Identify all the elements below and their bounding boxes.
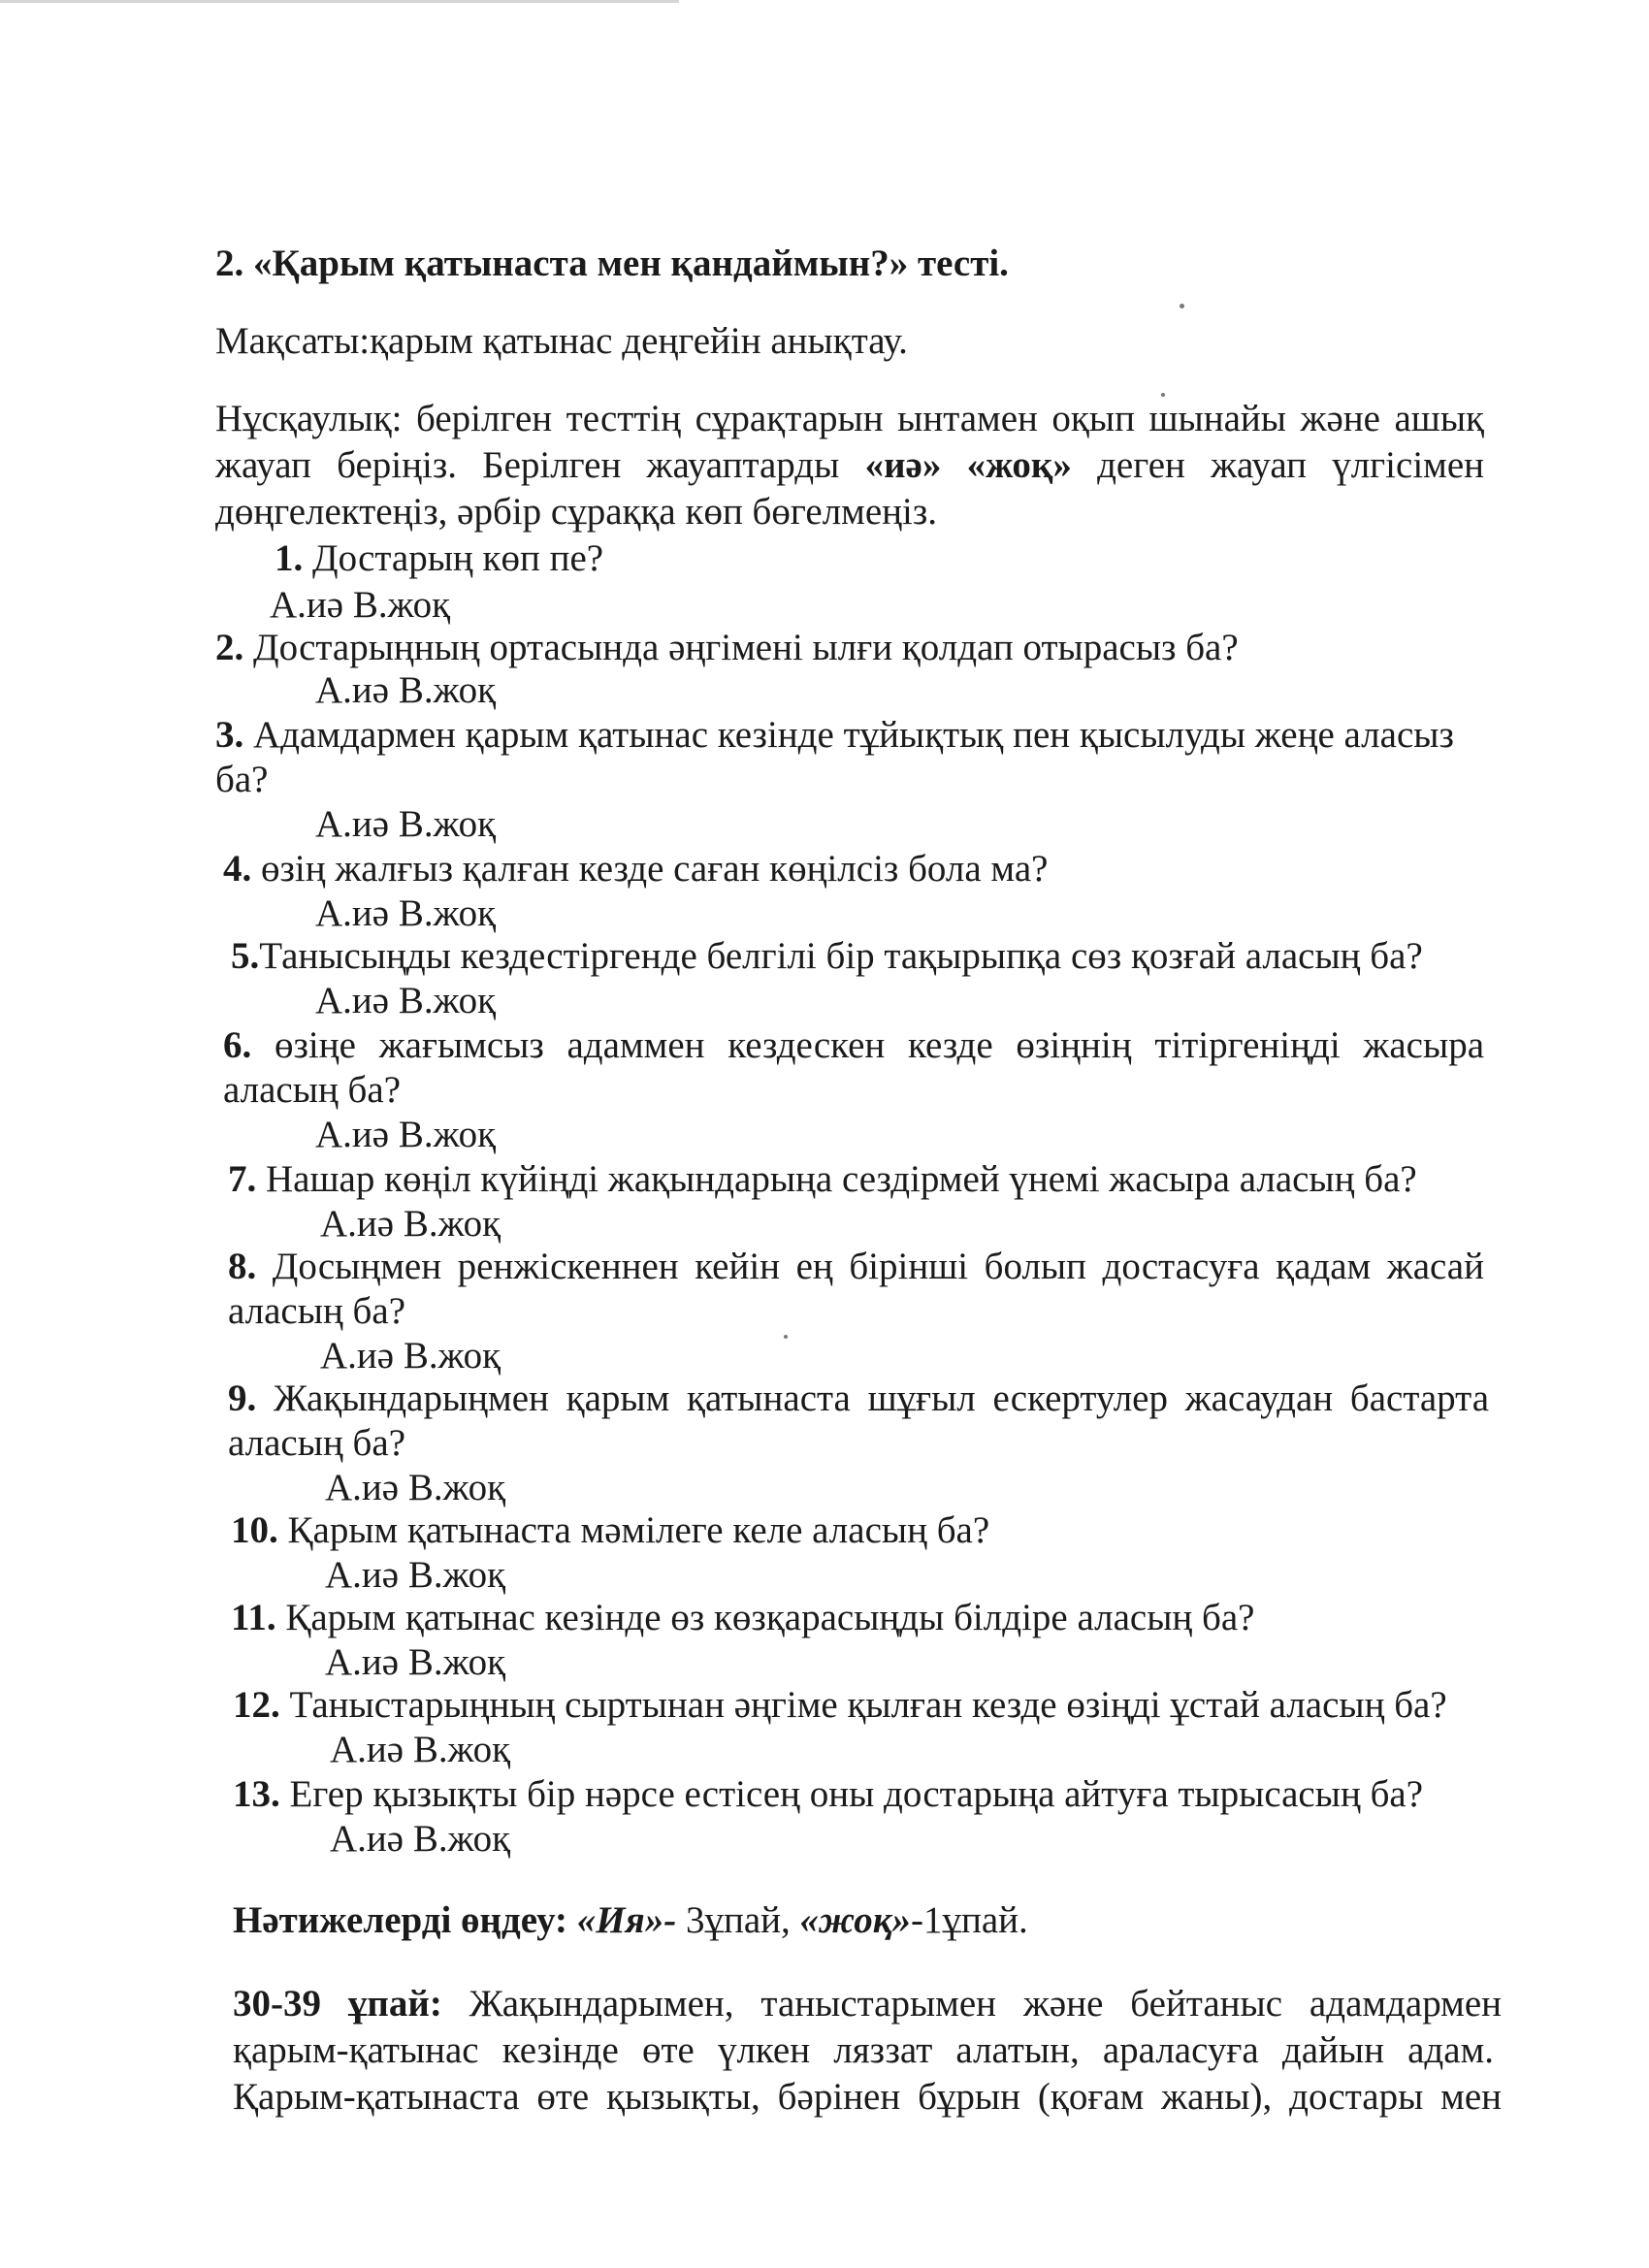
result-line-1 (233, 1985, 1502, 2023)
question-number: 3. (215, 714, 244, 756)
purpose: Мақсаты:қарым қатынас деңгейін анықтау. (215, 320, 908, 362)
scoring-no-points: -1ұпай. (910, 1899, 1028, 1941)
answer-options-6: А.иә В.жоқ (315, 1114, 497, 1155)
question-text: Егер қызықты бір нәрсе естісең оны достарыңа айтуға тырысасың ба? (289, 1773, 1424, 1815)
question-number: 8. (228, 1246, 257, 1287)
question-10 (231, 1511, 989, 1549)
question-9 (228, 1379, 1489, 1417)
yes-keyword: «иә» (864, 444, 942, 486)
answer-options-2: А.иә В.жоқ (315, 669, 497, 711)
question-3 (215, 716, 1454, 754)
result-range: 30-39 ұпай: (233, 1983, 442, 2025)
question-8 (228, 1247, 1484, 1285)
question-number: 7. (228, 1158, 257, 1200)
result-line-2: қарым-қатынас кезінде өте үлкен ляззат алатын, араласуға дайын адам. (233, 2029, 1494, 2071)
scoring-yes-points: 3ұпай, (685, 1899, 791, 1941)
instruction-text: жауап беріңіз. Берілген жауаптарды (215, 444, 840, 486)
question-8-continued: аласың ба? (228, 1290, 406, 1332)
question-text: Танысыңды кездестіргенде белгілі бір тақырыпқа сөз қозғай аласың ба? (259, 935, 1423, 977)
answer-options-11: А.иә В.жоқ (325, 1641, 506, 1683)
question-9-continued: аласың ба? (228, 1422, 406, 1464)
question-number: 12. (233, 1684, 280, 1726)
question-3-continued: ба? (215, 759, 269, 800)
question-number: 4. (223, 848, 252, 890)
answer-options-12: А.иә В.жоқ (330, 1729, 511, 1770)
question-text: Нашар көңіл күйіңді жақындарыңа сездірмей үнемі жасыра аласың ба? (266, 1158, 1417, 1200)
question-11 (231, 1599, 1255, 1636)
question-text: Қарым қатынас кезінде өз көзқарасыңды білдіре аласың ба? (285, 1597, 1255, 1638)
question-number: 13. (233, 1773, 280, 1815)
answer-options-10: А.иә В.жоқ (325, 1554, 506, 1596)
answer-options-9: А.иә В.жоқ (325, 1467, 506, 1508)
question-number: 10. (231, 1509, 278, 1551)
question-text: Жақындарыңмен қарым қатынаста шұғыл ескертулер жасаудан бастарта (274, 1377, 1489, 1419)
answer-options-8: А.иә В.жоқ (320, 1335, 501, 1377)
answer-options-7: А.иә В.жоқ (320, 1203, 501, 1245)
question-number: 5. (231, 935, 260, 977)
question-7 (228, 1160, 1417, 1198)
page-title: 2. «Қарым қатынаста мен қандаймын?» тесті. (215, 243, 1009, 284)
answer-options-1: А.иә В.жоқ (270, 584, 451, 626)
question-1 (275, 539, 603, 577)
scan-edge (0, 0, 679, 3)
question-2 (215, 629, 1239, 666)
answer-options-5: А.иә В.жоқ (315, 980, 497, 1021)
question-number: 9. (228, 1377, 257, 1419)
answer-options-3: А.иә В.жоқ (315, 803, 497, 845)
question-4 (223, 850, 1048, 888)
instruction-text: деген жауап үлгісімен (1097, 444, 1485, 486)
instruction-line-1: Нұсқаулық: берілген тесттің сұрақтарын ынтамен оқып шынайы және ашық (215, 398, 1484, 439)
question-text: Достарыңның ортасында әңгімені ылғи қолдап отырасыз ба? (253, 627, 1239, 668)
answer-options-4: А.иә В.жоқ (315, 892, 497, 934)
instruction-line-2 (215, 446, 1484, 484)
question-text: өзіңе жағымсыз адаммен кездескен кезде өзіңнің тітіргеніңді жасыра (275, 1024, 1485, 1066)
scoring-yes-label: «Ия»- (576, 1899, 677, 1941)
question-text: өзің жалғыз қалған кезде саған көңілсіз бола ма? (261, 848, 1049, 890)
question-number: 11. (231, 1597, 276, 1638)
instruction-line-3: дөңгелектеңіз, әрбір сұраққа көп бөгелмеңіз. (215, 491, 938, 533)
scan-speck (1161, 393, 1165, 397)
result-text: Жақындарымен, таныстарымен және бейтаныс адамдармен (469, 1983, 1503, 2025)
question-5 (231, 937, 1423, 975)
scoring-label: Нәтижелерді өңдеу: (233, 1899, 568, 1941)
question-text: Адамдармен қарым қатынас кезінде тұйықтық пен қысылуды жеңе аласыз (253, 714, 1454, 756)
question-number: 6. (223, 1024, 252, 1066)
no-keyword: «жоқ» (966, 444, 1072, 486)
question-6 (223, 1026, 1484, 1064)
question-6-continued: аласың ба? (223, 1069, 402, 1111)
answer-options-13: А.иә В.жоқ (330, 1818, 511, 1860)
question-text: Қарым қатынаста мәмілеге келе аласың ба? (287, 1509, 990, 1551)
result-line-3: Қарым-қатынаста өте қызықты, бәрінен бұрын (қоғам жаны), достары мен (233, 2076, 1502, 2118)
scoring-no-label: «жоқ» (799, 1899, 911, 1941)
scoring-rule (233, 1901, 1028, 1939)
question-text: Достарың көп пе? (312, 537, 604, 579)
question-number: 2. (215, 627, 244, 668)
question-12 (233, 1686, 1447, 1724)
scan-speck (1180, 304, 1184, 308)
question-13 (233, 1775, 1423, 1813)
question-text: Досыңмен ренжіскеннен кейін ең бірінші болып достасуға қадам жасай (272, 1246, 1484, 1287)
scan-speck (784, 1335, 788, 1339)
question-text: Таныстарыңның сыртынан әңгіме қылған кезде өзіңді ұстай аласың ба? (289, 1684, 1447, 1726)
question-number: 1. (275, 537, 304, 579)
